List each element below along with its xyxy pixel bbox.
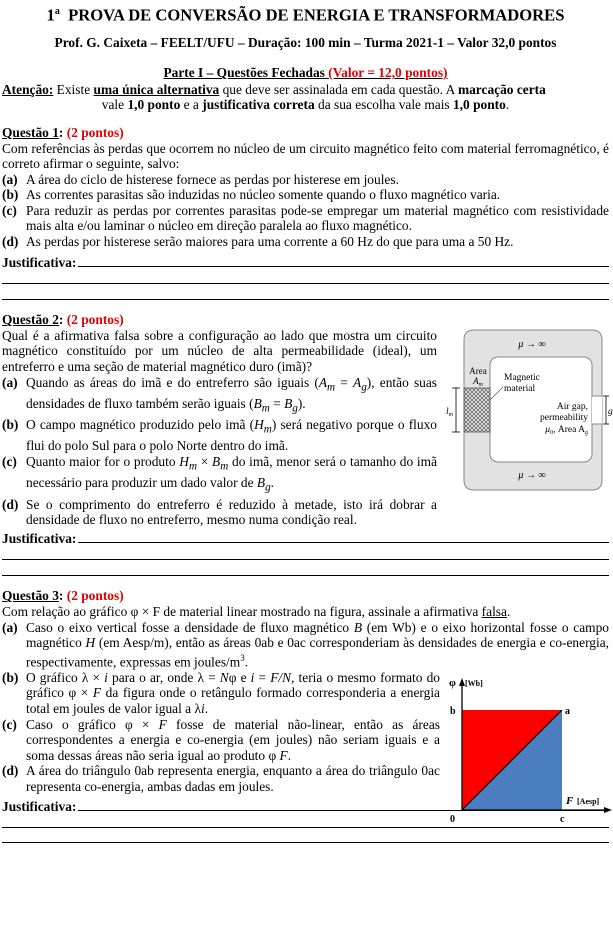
point-c-label: c (560, 814, 565, 826)
f-label (565, 795, 574, 807)
question-1-heading: Questão 1: (2 pontos) (2, 124, 124, 140)
answer-line[interactable] (2, 284, 609, 300)
text-run: , teria o mesmo formato do gráfico φ × (26, 669, 440, 701)
text-run: φ e (228, 669, 251, 685)
math-var: F (279, 747, 288, 763)
area-label: Area (469, 366, 487, 377)
text-run: O gráfico λ × (26, 669, 105, 685)
math-var: i (200, 700, 205, 716)
attention-text: vale (101, 97, 128, 113)
option-label: (d) (2, 234, 19, 250)
math-var: i (104, 669, 108, 685)
text-run: . (270, 475, 275, 491)
phi-symbol: φ (449, 677, 456, 690)
justification-label: Justificativa: (2, 530, 77, 546)
magnetic-label-1: Magnetic (504, 373, 540, 384)
math-var: B (284, 395, 293, 411)
phi-f-graph (444, 676, 613, 836)
lm-label (446, 407, 454, 418)
math-sub: g (361, 381, 367, 394)
math-var: i (250, 669, 255, 685)
option-text: A área do ciclo de histerese fornece as perdas por histerese em joules. (26, 171, 399, 187)
mu-zero: μ (545, 425, 551, 436)
question-3-option-d[interactable] (2, 763, 440, 794)
question-2-stem: Qual é a afirmativa falsa sobre a configuração ao lado que mostra um circuito magnético constituído por um núcleo de alta permeabilidade (ideal), um entreferro e uma seção de material magnético duro (imã)? (2, 327, 437, 375)
point-b-label: b (450, 706, 456, 718)
question-3-body (2, 670, 440, 795)
x-axis-arrow (604, 807, 612, 813)
answer-line[interactable] (2, 546, 609, 560)
math-var: F (92, 685, 102, 701)
area-g-sub: g (585, 430, 588, 437)
question-1-stem: Com referências às perdas que ocorrem no núcleo de um circuito magnético feito com material ferromagnético, é correto afirmar o seguinte, salvo: (2, 140, 609, 172)
math-sub: g (265, 481, 271, 494)
part-heading (2, 65, 609, 81)
text-run: fosse de material não-linear, então as áreas correspondentes a energia e co-energia (em joules) não seriam iguais e a soma dessas áreas não seria igual ao produto φ (26, 716, 440, 763)
question-2-option-d[interactable] (2, 497, 437, 528)
text-run: ) será negativo porque o fluxo flui do polo Sul para o polo Norte dentro do imã. (26, 417, 437, 454)
option-label: (c) (2, 202, 17, 218)
question-1-option-d[interactable] (2, 234, 609, 250)
attention-note (2, 82, 609, 113)
attention-bold: 1,0 ponto (127, 97, 181, 113)
question-1-option-a[interactable] (2, 172, 609, 188)
question-2-option-a[interactable] (2, 375, 437, 418)
math-var: B (353, 619, 363, 635)
airgap-label-1: Air gap, (556, 402, 588, 413)
math-var: H (85, 635, 96, 651)
attention-bold: uma única alternativa (93, 81, 220, 97)
option-text (26, 717, 440, 764)
option-label: (a) (2, 171, 18, 187)
math-var: F (158, 716, 167, 732)
airgap-label-2: permeability (539, 413, 588, 424)
text-run: Caso o eixo vertical fosse a densidade de fluxo magnético (26, 619, 354, 635)
text-run: Com relação ao gráfico φ × F de material linear mostrado na figura, assinale a afirmativa (2, 603, 482, 619)
magnetic-label-2: material (504, 384, 536, 395)
question-2-body (2, 328, 437, 528)
text-run: = (335, 374, 353, 390)
question-3-stem (2, 604, 609, 620)
option-text: A área do triângulo 0ab representa energia, enquanto a área do triângulo 0ac representa co-energia, ambas dadas em joules. (26, 763, 440, 794)
option-label: (d) (2, 496, 19, 512)
g-label: g (608, 407, 613, 418)
text-run: . (244, 654, 249, 670)
mu-bottom-label: μ → ∞ (518, 470, 546, 482)
question-2-justification[interactable] (2, 531, 609, 547)
text-run: . (204, 700, 209, 716)
math-sub: m (327, 381, 336, 394)
text-run: . (287, 747, 292, 763)
title-text: PROVA DE CONVERSÃO DE ENERGIA E TRANSFORMADORES (68, 5, 565, 25)
attention-text: Existe (53, 81, 94, 97)
origin-label: 0 (450, 814, 455, 826)
option-label: (c) (2, 716, 17, 732)
attention-text: . (505, 97, 510, 113)
text-run: ), então suas densidades de fluxo também serão iguais ( (26, 374, 438, 411)
justification-label: Justificativa: (2, 798, 77, 814)
attention-bold: 1,0 ponto (452, 97, 506, 113)
option-text (26, 417, 437, 454)
math-var: B (256, 475, 266, 491)
math-var: N (219, 669, 229, 685)
option-label: (a) (2, 619, 18, 635)
area-text: , Area A (553, 425, 585, 436)
question-2-option-b[interactable] (2, 417, 437, 454)
text-run: (em Wb) e o eixo horizontal fosse o campo magnético (26, 619, 609, 651)
question-2-heading: Questão 2: (2 pontos) (2, 312, 124, 328)
question-3-option-b[interactable] (2, 670, 440, 717)
question-label: Questão 3 (2, 588, 59, 604)
area-sub-m: m (478, 382, 483, 389)
question-points: (2 pontos) (66, 312, 124, 328)
text-run: Quanto maior for o produto (26, 454, 180, 470)
math-var: F/N (270, 669, 292, 685)
lm-sub: m (448, 412, 453, 419)
phi-label (449, 677, 456, 689)
text-run-underlined: falsa (481, 603, 507, 619)
attention-bold: justificativa correta (202, 97, 315, 113)
air-gap (592, 396, 602, 424)
answer-line[interactable] (2, 270, 609, 284)
option-label: (b) (2, 187, 19, 203)
f-unit-label: [Aesp] (577, 797, 600, 807)
math-sub: m (261, 402, 270, 415)
area-sub-var: A (473, 376, 479, 387)
f-symbol: F (566, 795, 574, 808)
math-var: A (318, 374, 327, 390)
option-label: (b) (2, 669, 19, 685)
question-1-justification[interactable] (2, 255, 609, 271)
math-sub: m (263, 423, 272, 436)
option-label: (a) (2, 374, 18, 390)
math-sub: m (220, 460, 229, 473)
math-sup: 3 (240, 652, 245, 663)
text-run: ). (297, 395, 306, 411)
magnet-section (464, 388, 490, 432)
math-var: B (253, 395, 262, 411)
attention-text: da sua escolha vale mais (314, 97, 453, 113)
text-run: (em Aesp/m), então as áreas 0ab e 0ac corresponderiam às densidades de energia e co-energia, respectivamente, expressas em joules/m (26, 635, 609, 670)
justification-label: Justificativa: (2, 254, 77, 270)
question-3-option-a[interactable] (2, 620, 609, 670)
question-1-option-c[interactable] (2, 203, 609, 234)
question-2-option-c[interactable] (2, 454, 437, 497)
text-run: da figura onde o retângulo formado corresponderia a energia total em joules de valor igual a λ (26, 685, 440, 716)
part-label: Parte I – Questões Fechadas (163, 65, 325, 81)
text-run: . (506, 603, 511, 619)
exam-subtitle: Prof. G. Caixeta – FEELT/UFU – Duração: 100 min – Turma 2021-1 – Valor 32,0 pontos (54, 34, 557, 50)
option-text: Para reduzir as perdas por correntes parasitas pode-se empregar um material magnético com resistividade mais alta e/ou laminar o núcleo em direção paralela ao fluxo magnético. (26, 202, 609, 234)
answer-line[interactable] (2, 560, 609, 576)
question-1-option-b[interactable] (2, 187, 609, 203)
math-sub: g (292, 402, 298, 415)
question-label: Questão 2 (2, 312, 59, 328)
question-2 (2, 312, 613, 528)
attention-text: e a (180, 97, 203, 113)
text-run: = (254, 669, 271, 685)
text-run: = (269, 395, 285, 411)
option-text (26, 454, 437, 497)
attention-line2 (2, 97, 609, 113)
text-run: O campo magnético produzido pelo imã ( (26, 417, 255, 433)
text-run: para o ar, onde λ = (107, 669, 220, 685)
math-var: H (254, 417, 264, 433)
text-run: × (197, 454, 213, 470)
justification-line[interactable] (78, 266, 609, 267)
option-text (26, 375, 437, 418)
exam-title (2, 2, 609, 26)
title-sup: a (54, 6, 60, 17)
option-text (26, 670, 440, 717)
lm-var: l (446, 407, 449, 418)
attention-text: que deve ser assinalada em cada questão. A (219, 81, 458, 97)
question-3-option-c[interactable] (2, 717, 440, 764)
point-a-label: a (565, 706, 570, 718)
question-label: Questão 1 (2, 124, 59, 140)
math-sub: m (188, 460, 198, 473)
question-points: (2 pontos) (66, 124, 124, 140)
question-points: (2 pontos) (66, 588, 124, 604)
text-run: Caso o gráfico φ × (26, 716, 159, 732)
mu-zero-sub: 0 (550, 430, 554, 437)
title-number: 1 (46, 5, 55, 25)
phi-unit-label: [Wb] (465, 679, 483, 689)
attention-label: Atenção: (2, 81, 54, 97)
part-value: (Valor = 12,0 pontos) (328, 65, 448, 81)
mu-top-label: μ → ∞ (518, 339, 546, 351)
math-var: B (212, 454, 221, 470)
option-text: Se o comprimento do entreferro é reduzido à metade, isto irá dobrar a densidade de fluxo no entreferro, mesmo numa condição real. (26, 496, 437, 528)
magnetic-circuit-figure (442, 330, 613, 490)
math-var: H (179, 454, 189, 470)
option-label: (d) (2, 763, 19, 779)
option-text: As correntes parasitas são induzidas no núcleo somente quando o fluxo magnético varia. (26, 187, 501, 203)
text-run: Quando as áreas do imã e do entreferro são iguais ( (26, 374, 319, 390)
option-label: (c) (2, 454, 17, 470)
option-label: (b) (2, 417, 19, 433)
justification-line[interactable] (78, 542, 609, 543)
option-text: As perdas por histerese serão maiores para uma corrente a 60 Hz do que para uma a 50 Hz. (26, 234, 514, 250)
option-text (26, 620, 609, 670)
math-var: A (353, 374, 362, 390)
question-3-heading: Questão 3: (2 pontos) (2, 588, 124, 604)
text-run: do imã, menor será o tamanho do imã necessário para produzir um dado valor de (26, 454, 438, 491)
attention-bold: marcação certa (457, 81, 546, 97)
